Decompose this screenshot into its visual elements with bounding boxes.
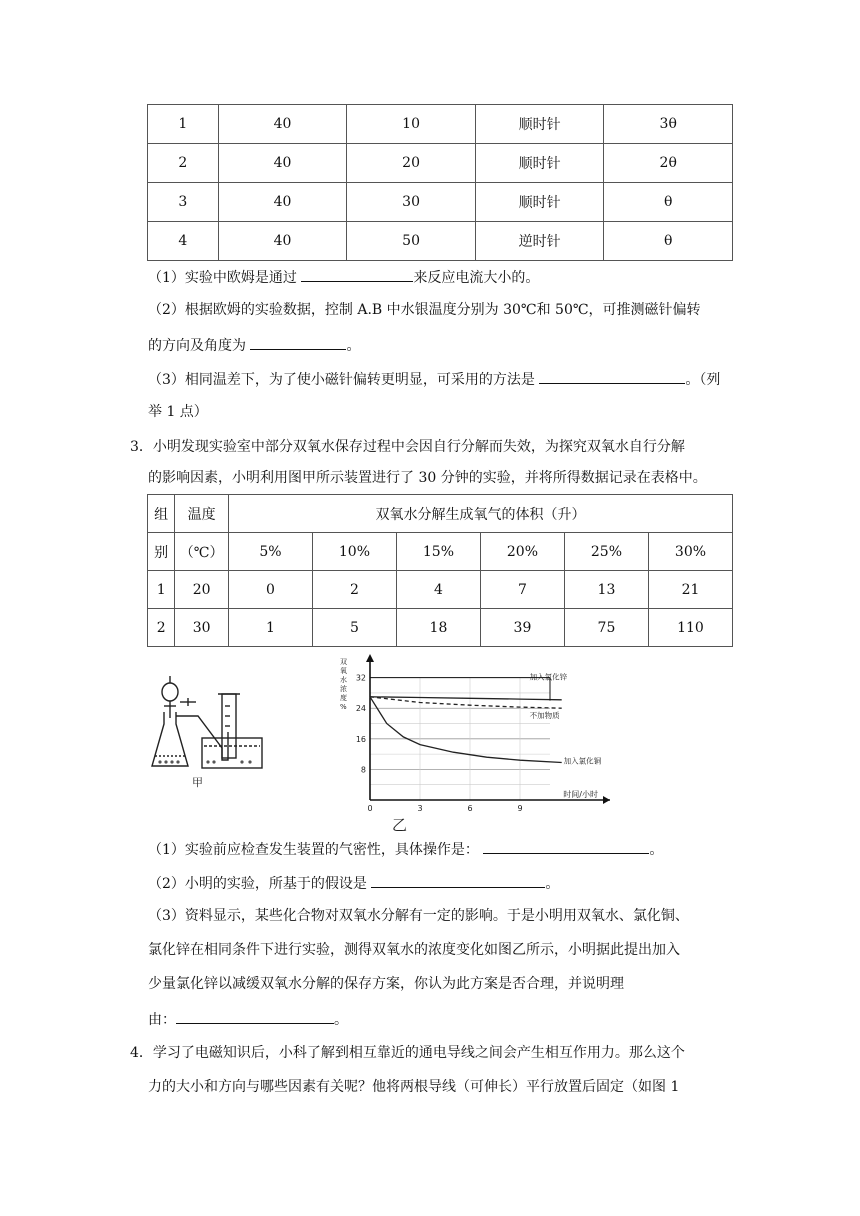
concentration-chart xyxy=(330,652,620,832)
q2-part2-line1: （2）根据欧姆的实验数据，控制 A.B 中水银温度分别为 30℃和 50℃，可推测磁针偏转 xyxy=(148,302,701,318)
x-tick-label: 6 xyxy=(467,804,473,813)
results-table-1 xyxy=(147,104,733,261)
answer-blank[interactable] xyxy=(176,1008,334,1024)
table-cell: 2 xyxy=(148,144,219,183)
x-tick-label: 9 xyxy=(517,804,523,813)
header-group: 组 xyxy=(148,495,175,533)
answer-blank[interactable] xyxy=(483,838,649,854)
q3-intro-line1: 3．小明发现实验室中部分双氧水保存过程中会因自行分解而失效，为探究双氧水自行分解 xyxy=(130,439,685,455)
series-label: 加入氯化锌 xyxy=(529,672,568,682)
conc-header: 20% xyxy=(480,533,564,571)
figure-jia-label: 甲 xyxy=(192,776,203,789)
series-label: 加入氯化铜 xyxy=(563,756,602,766)
flask xyxy=(152,712,188,766)
table-row xyxy=(148,144,733,183)
table-cell: 10 xyxy=(347,105,476,144)
table-cell: 3θ xyxy=(604,105,733,144)
answer-blank[interactable] xyxy=(250,334,346,350)
y-tick-label: 32 xyxy=(355,673,366,683)
conc-header: 30% xyxy=(648,533,732,571)
table-row xyxy=(148,222,733,261)
table-cell: 4 xyxy=(148,222,219,261)
table-cell: 顺时针 xyxy=(475,105,604,144)
q2-part1: （1）实验中欧姆是通过 来反应电流大小的。 xyxy=(148,266,539,288)
funnel-bulb xyxy=(162,683,178,701)
table-cell: 40 xyxy=(218,183,347,222)
x-tick-label: 3 xyxy=(417,804,423,813)
q2-part3-line2: 举 1 点） xyxy=(148,404,208,420)
x-tick-label: 0 xyxy=(367,804,373,813)
header-temp-unit: （℃） xyxy=(175,533,229,571)
water-trough xyxy=(202,738,262,768)
series-line xyxy=(370,697,562,700)
series-label: 不加物质 xyxy=(529,710,560,720)
q3-part2: （2）小明的实验，所基于的假设是 。 xyxy=(148,872,559,894)
header-temp: 温度 xyxy=(175,495,229,533)
conc-header: 25% xyxy=(564,533,648,571)
table-cell: 3 xyxy=(148,183,219,222)
table-cell: 逆时针 xyxy=(475,222,604,261)
table-cell: 2θ xyxy=(604,144,733,183)
table-cell: 50 xyxy=(347,222,476,261)
table-cell: 40 xyxy=(218,222,347,261)
header-group-2: 别 xyxy=(148,533,175,571)
q4-line2: 力的大小和方向与哪些因素有关呢？他将两根导线（可伸长）平行放置后固定（如图 1 xyxy=(148,1079,680,1095)
header-volume: 双氧水分解生成氧气的体积（升） xyxy=(228,495,732,533)
table-cell: 顺时针 xyxy=(475,144,604,183)
q3-part1: （1）实验前应检查发生装置的气密性，具体操作是： 。 xyxy=(148,838,663,860)
y-axis-arrow xyxy=(366,654,374,662)
q3-part3-line3: 少量氯化锌以减缓双氧水分解的保存方案，你认为此方案是否合理，并说明理 xyxy=(148,976,624,992)
table-row: 2 30 1 5 18 39 75 110 xyxy=(148,609,733,647)
series-line xyxy=(370,697,562,763)
conc-header: 15% xyxy=(396,533,480,571)
x-axis-arrow xyxy=(603,796,610,804)
table-cell: 30 xyxy=(347,183,476,222)
q3-intro-line2: 的影响因素，小明利用图甲所示装置进行了 30 分钟的实验，并将所得数据记录在表格中。 xyxy=(148,470,707,486)
conc-header: 10% xyxy=(312,533,396,571)
table-cell: θ xyxy=(604,183,733,222)
chart-title: 乙 xyxy=(392,816,408,832)
y-tick-label: 16 xyxy=(355,734,366,744)
q3-part3-line4: 由： 。 xyxy=(148,1008,348,1030)
table-row: 1 20 0 2 4 7 13 21 xyxy=(148,571,733,609)
answer-blank[interactable] xyxy=(539,368,685,384)
y-axis-label: 双氧水浓度% xyxy=(340,658,347,711)
table-row xyxy=(148,183,733,222)
conc-header: 5% xyxy=(228,533,312,571)
q3-part3-line1: （3）资料显示，某些化合物对双氧水分解有一定的影响。于是小明用双氧水、氯化铜、 xyxy=(148,908,689,924)
apparatus-figure xyxy=(148,672,268,792)
x-axis-label: 时间/小时 xyxy=(563,790,598,799)
oxygen-volume-table xyxy=(147,494,733,647)
table-cell: 1 xyxy=(148,105,219,144)
answer-blank[interactable] xyxy=(371,872,545,888)
q2-part2-line2: 的方向及角度为 。 xyxy=(148,334,360,356)
table-cell: 顺时针 xyxy=(475,183,604,222)
table-cell: 20 xyxy=(347,144,476,183)
q2-part3-line1: （3）相同温差下，为了使小磁针偏转更明显，可采用的方法是 。（列 xyxy=(148,368,720,390)
q4-line1: 4．学习了电磁知识后，小科了解到相互靠近的通电导线之间会产生相互作用力。那么这个 xyxy=(130,1045,685,1061)
answer-blank[interactable] xyxy=(301,266,413,282)
y-tick-label: 8 xyxy=(360,765,366,775)
q3-part3-line2: 氯化锌在相同条件下进行实验，测得双氧水的浓度变化如图乙所示，小明据此提出加入 xyxy=(148,942,680,958)
table-cell: 40 xyxy=(218,144,347,183)
table-cell: θ xyxy=(604,222,733,261)
y-tick-label: 24 xyxy=(355,704,366,714)
table-cell: 40 xyxy=(218,105,347,144)
table-row xyxy=(148,105,733,144)
